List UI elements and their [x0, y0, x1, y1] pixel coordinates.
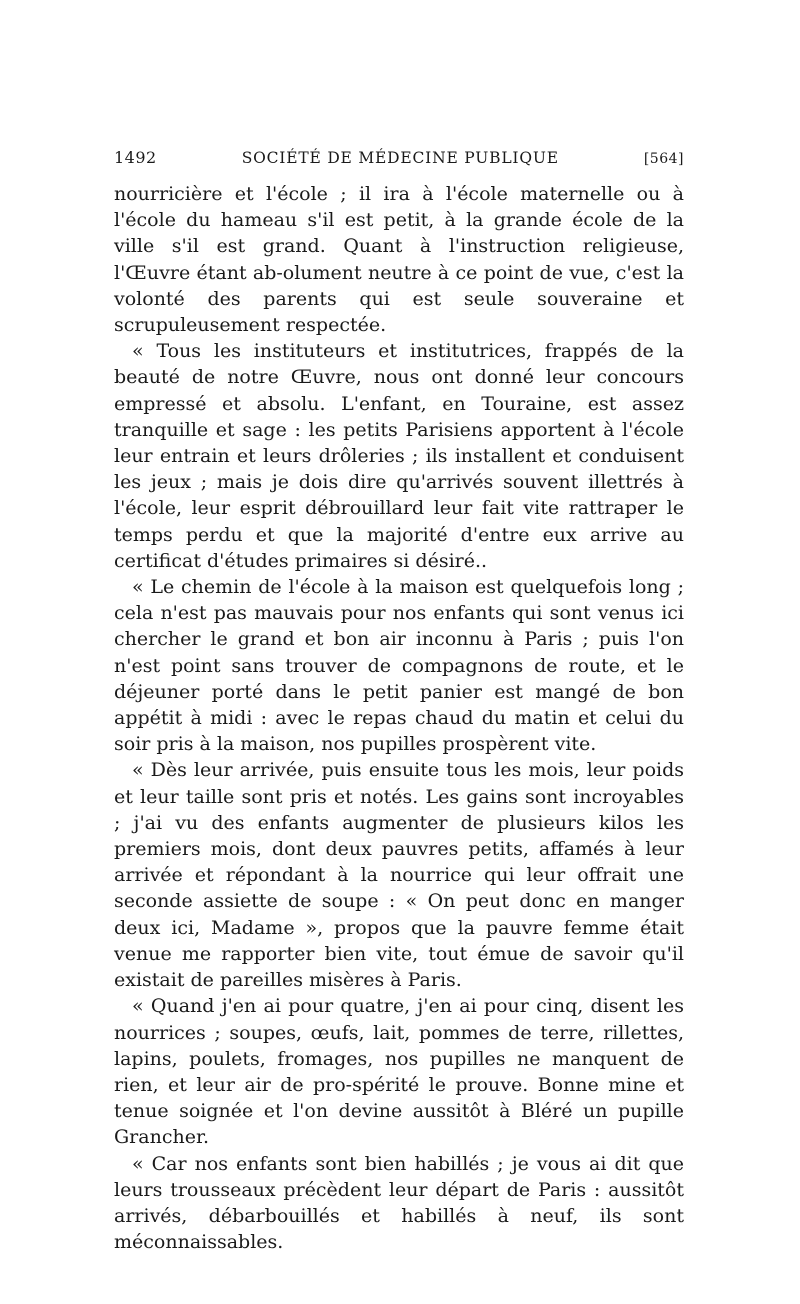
paragraph-3: « Le chemin de l'école à la maison est quelquefois long ; cela n'est pas mauvais pour nos enfants qui sont venus ici chercher le grand et bon air inconnu à Paris ; puis l'on n'est point sans trouver de compagnons de route, et le déjeuner porté dans le petit panier est mangé de bon appétit à midi : avec le repas chaud du matin et celui du soir pris à la maison, nos pupilles prospèrent vite. — [114, 576, 684, 756]
paragraph-1: nourricière et l'école ; il ira à l'école maternelle ou à l'école du hameau s'il est petit, à la grande école de la ville s'il est grand. Quant à l'instruction religieuse, l'Œuvre étant ab-olument neutre à ce point de vue, c'est la volonté des parents qui est seule souveraine et scrupuleusement respectée. — [114, 183, 684, 337]
page-number: 1492 — [114, 148, 157, 167]
document-page — [114, 148, 684, 1255]
page-reference: [564] — [643, 151, 684, 167]
paragraph-6: « Car nos enfants sont bien habillés ; je vous ai dit que leurs trousseaux précèdent leur départ de Paris : aussitôt arrivés, débarbouillés et habillés à neuf, ils sont méconnaissables. — [114, 1152, 684, 1254]
paragraph-2: « Tous les instituteurs et institutrices, frappés de la beauté de notre Œuvre, nous ont donné leur concours empressé et absolu. L'enfant, en Touraine, est assez tranquille et sage : les petits Parisiens apportent à l'école leur entrain et leurs drôleries ; ils installent et conduisent les jeux ; mais je dois dire qu'arrivés souvent illettrés à l'école, leur esprit débrouillard leur fait vite rattraper le temps perdu et que la majorité d'entre eux arrive au certificat d'études primaires si désiré.. — [114, 340, 684, 572]
running-header — [114, 148, 684, 167]
paragraph-4: « Dès leur arrivée, puis ensuite tous les mois, leur poids et leur taille sont pris et notés. Les gains sont incroyables ; j'ai vu des enfants augmenter de plusieurs kilos les premiers mois, dont deux pauvres petits, affamés à leur arrivée et répondant à la nourrice qui leur offrait une seconde assiette de soupe : « On peut donc en manger deux ici, Madame », propos que la pauvre femme était venue me rapporter bien vite, tout émue de savoir qu'il existait de pareilles misères à Paris. — [114, 759, 684, 992]
paragraph-5: « Quand j'en ai pour quatre, j'en ai pour cinq, disent les nourrices ; soupes, œufs, lait, pommes de terre, rillettes, lapins, poulets, fromages, nos pupilles ne manquent de rien, et leur air de pro-spérité le prouve. Bonne mine et tenue soignée et l'on devine aussitôt à Bléré un pupille Grancher. — [114, 995, 684, 1149]
body-text — [114, 181, 684, 1255]
running-title: SOCIÉTÉ DE MÉDECINE PUBLIQUE — [241, 149, 559, 167]
